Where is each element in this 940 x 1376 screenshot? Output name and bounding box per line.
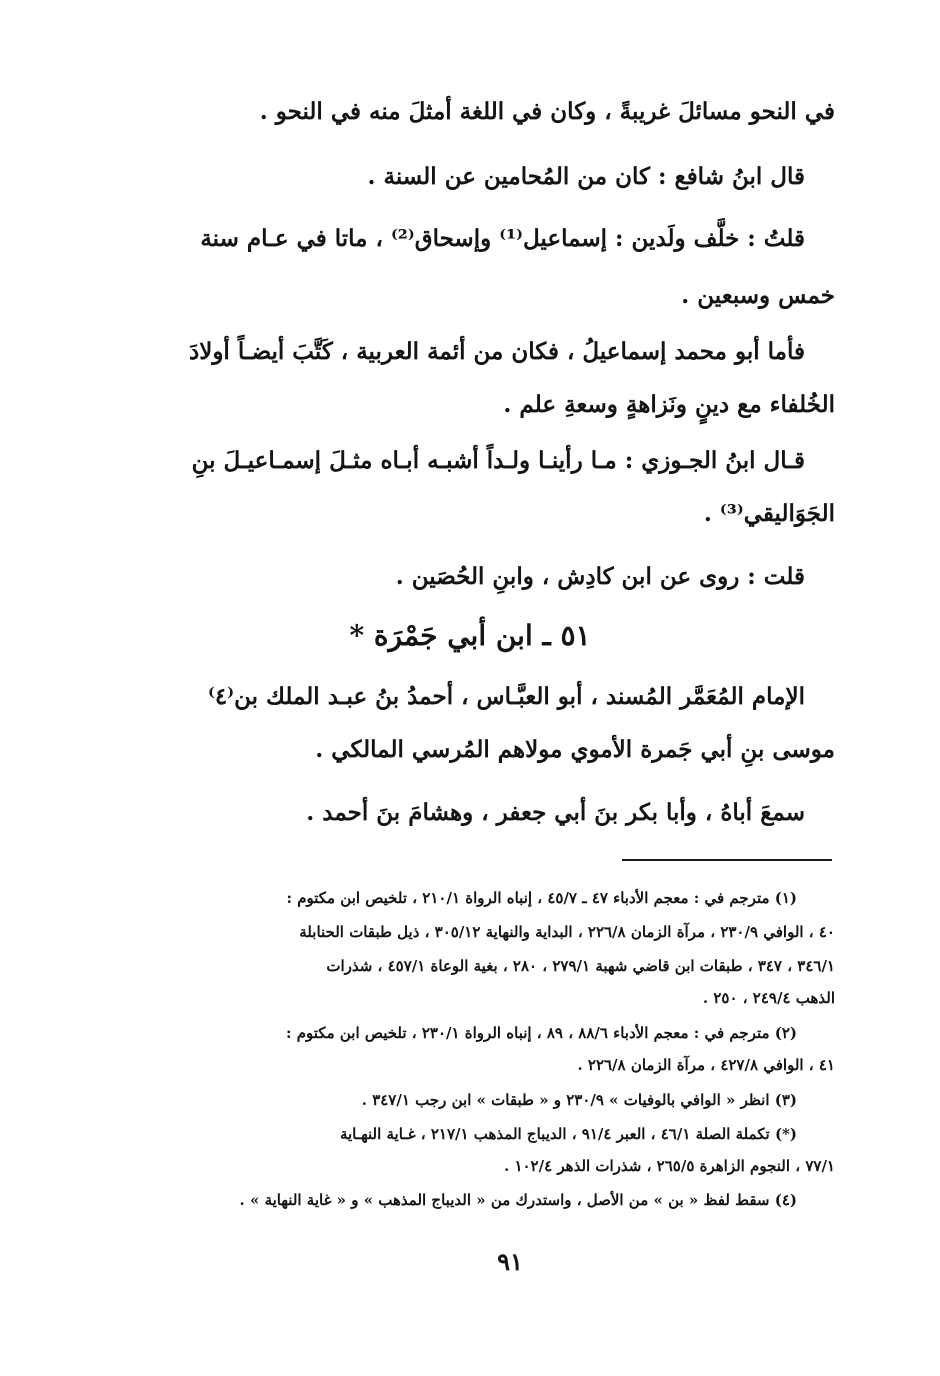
- body-line: في النحو مسائلَ غريبةً ، وكان في اللغة أمثلَ منه في النحو .: [259, 98, 835, 125]
- footnote-line: ٣٤٦/١ ، ٣٤٧ ، طبقات ابن قاضي شهبة ٢٧٩/١ ، ٢٨٠ ، بغية الوعاة ٤٥٧/١ ، شذرات: [326, 957, 835, 975]
- body-line: موسى بنِ أبي جَمرة الأموي مولاهم المُرسي المالكي .: [315, 736, 835, 763]
- body-line: قلت : روى عن ابن كادِش ، وابنِ الحُصَين .: [395, 563, 805, 590]
- footnote-line: (٣) انظر « الوافي بالوفيات » ٢٣٠/٩ و « طبقات » ابن رجب ٣٤٧/١ .: [361, 1091, 797, 1109]
- body-line: سمعَ أباهُ ، وأبا بكر بنَ أبي جعفر ، وهشامَ بنَ أحمد .: [306, 799, 805, 826]
- footnote-line: ٤١ ، الوافي ٤٢٧/٨ ، مرآة الزمان ٢٢٦/٨ .: [577, 1056, 835, 1074]
- footnote-line: ٧٧/١ ، النجوم الزاهرة ٢٦٥/٥ ، شذرات الذهر ١٠٢/٤ .: [503, 1157, 835, 1175]
- body-line: قـال ابنُ الجـوزي : مـا رأينـا ولـداً أشبـه أبـاه مثـلَ إسمـاعيـلَ بنِ: [191, 447, 805, 474]
- footnote-line: (٢) مترجم في : معجم الأدباء ٨٨/٦ ، ٨٩ ، إنباه الرواة ٢٣٠/١ ، تلخيص ابن مكتوم :: [285, 1024, 797, 1042]
- footnote-line: (*) تكملة الصلة ٤٦/١ ، العبر ٩١/٤ ، الديباج المذهب ٢١٧/١ ، غـاية النهـاية: [339, 1125, 797, 1143]
- footnote-separator: [622, 859, 832, 861]
- biography-heading: ٥١ ـ ابن أبي جَمْرَة *: [349, 619, 591, 652]
- body-line: قال ابنُ شافع : كان من المُحامين عن السنة .: [367, 163, 805, 190]
- page-number: ٩١: [497, 1247, 523, 1276]
- footnote-line: الذهب ٢٤٩/٤ ، ٢٥٠ .: [702, 989, 835, 1007]
- footnote-line: (١) مترجم في : معجم الأدباء ٤٧ ـ ٤٥/٧ ، إنباه الرواة ٢١٠/١ ، تلخيص ابن مكتوم :: [286, 889, 797, 907]
- body-line: الإمام المُعَمَّر المُسند ، أبو العبَّـاس ، أحمدُ بنُ عبـد الملك بن⁽٤⁾: [208, 683, 805, 710]
- footnote-line: (٤) سقط لفظ « بن » من الأصل ، واستدرك من « الديباج المذهب » و « غاية النهاية » .: [239, 1191, 797, 1209]
- body-line: الجَوَاليقي⁽³⁾ .: [703, 500, 835, 527]
- body-line: فأما أبو محمد إسماعيلُ ، فكان من أئمة العربية ، كَتَّبَ أيضـاً أولادَ: [188, 338, 805, 365]
- body-line: قلتُ : خلَّف ولَدين : إسماعيل⁽¹⁾ وإسحاق⁽²⁾ ، ماتا في عـام سنة: [200, 225, 805, 252]
- footnote-line: ٤٠ ، الوافي ٢٣٠/٩ ، مرآة الزمان ٢٢٦/٨ ، البداية والنهاية ٣٠٥/١٢ ، ذيل طبقات الحنابلة: [299, 923, 835, 941]
- body-line: الخُلفاء مع دينٍ ونَزاهةٍ وسعةِ علم .: [503, 391, 835, 418]
- body-line: خمس وسبعين .: [681, 282, 835, 309]
